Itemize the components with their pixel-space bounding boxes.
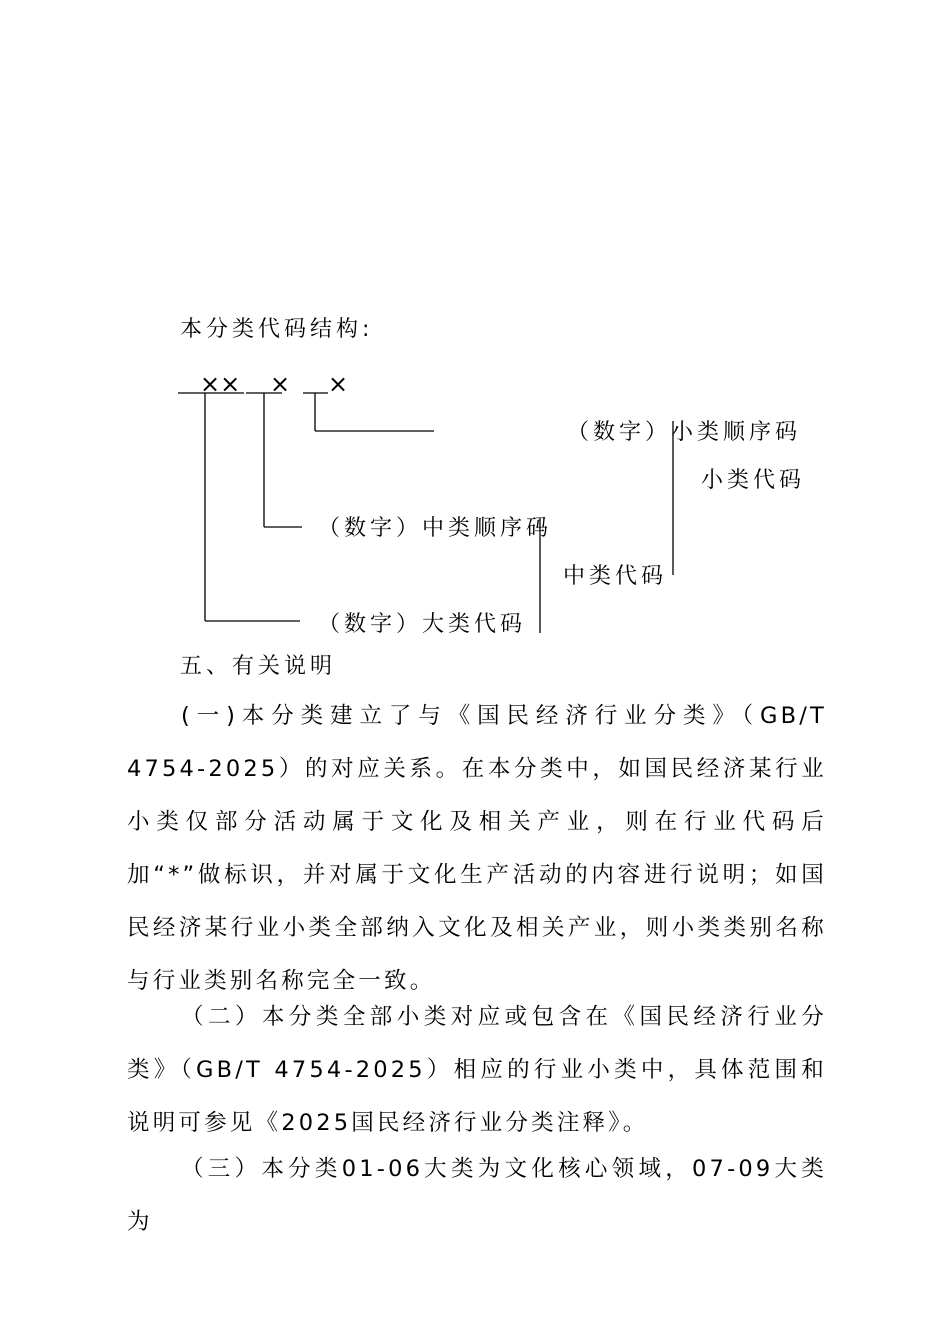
paragraph-2: （二）本分类全部小类对应或包含在《国民经济行业分类》（GB/T 4754-2025）相应的行业小类中，具体范围和说明可参见《2025国民经济行业分类注释》。	[127, 1004, 827, 1136]
small-code-label: 小类代码	[701, 468, 806, 493]
mid-seq-label: （数字）中类顺序码	[318, 516, 553, 541]
major-code-label: （数字）大类代码	[318, 612, 527, 637]
structure-heading: 本分类代码结构:	[180, 317, 374, 342]
section-title: 五、有关说明	[180, 654, 337, 679]
mid-code-label: 中类代码	[563, 564, 668, 589]
paragraph-3: （三）本分类01-06大类为文化核心领域，07-09大类为	[127, 1156, 827, 1235]
small-code-digit: ×	[328, 370, 349, 398]
small-seq-label: （数字）小类顺序码	[567, 420, 802, 445]
paragraph-1: (一)本分类建立了与《国民经济行业分类》（GB/T 4754-2025）的对应关系。在本分类中，如国民经济某行业小类仅部分活动属于文化及相关产业，则在行业代码后加“*”做标识，并对属于文化生产活动的内容进行说明；如国民经济某行业小类全部纳入文化及相关产业，则小类类别名称与行业类别名称完全一致。	[127, 703, 827, 994]
major-code-digits: ××	[200, 370, 241, 398]
mid-code-digit: ×	[270, 370, 291, 398]
